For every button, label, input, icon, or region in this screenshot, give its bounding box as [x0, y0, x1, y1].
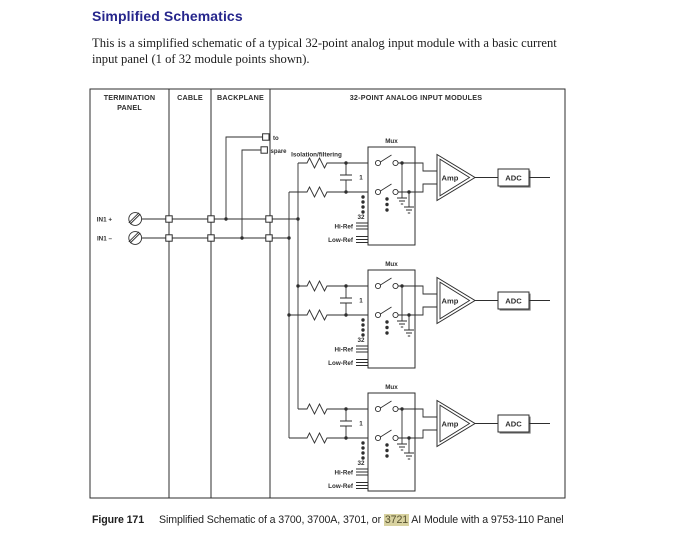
adc-label: ADC: [505, 296, 522, 306]
to-spare-wire-2: [242, 150, 261, 238]
mux-label: Mux: [385, 138, 398, 145]
header-termination-panel-2: PANEL: [117, 103, 142, 112]
figure-number: Figure 171: [92, 514, 144, 526]
header-backplane: BACKPLANE: [217, 93, 264, 102]
figure-caption: [92, 514, 564, 526]
intro-line-1: This is a simplified schematic of a typical 32-point analog input module with a basic current: [92, 36, 557, 50]
hi-ref-label: Hi-Ref: [334, 469, 353, 477]
module-block-2-labels: [328, 261, 522, 367]
module-block-1-labels: [328, 138, 522, 244]
caption-text-post: AI Module with a 9753-110 Panel: [409, 514, 564, 526]
hi-ref-label: Hi-Ref: [334, 346, 353, 354]
schematic-figure: [85, 80, 591, 506]
channel-1-label: 1: [359, 174, 363, 182]
figure-border: [90, 89, 565, 498]
module-block-1: [289, 147, 550, 245]
to-label: to: [273, 136, 279, 142]
connector-pins: [166, 216, 272, 241]
mux-label: Mux: [385, 384, 398, 391]
channel-32-label: 32: [357, 214, 365, 221]
channel-32-label: 32: [357, 460, 365, 467]
module-block-3: [289, 393, 550, 491]
channel-32-label: 32: [357, 337, 365, 344]
adc-label: ADC: [505, 173, 522, 183]
low-ref-label: Low-Ref: [328, 483, 353, 490]
header-termination-panel: TERMINATION: [103, 93, 156, 102]
spare-label: spare: [270, 149, 287, 155]
screw-terminal-icon: [129, 213, 142, 226]
in1-minus-label: IN1 –: [96, 235, 112, 243]
module-block-3-labels: [328, 384, 522, 490]
intro-line-2: input panel (1 of 32 module points shown).: [92, 51, 310, 66]
mux-label: Mux: [385, 261, 398, 268]
caption-text-pre: Simplified Schematic of a 3700, 3700A, 3701, or: [159, 514, 384, 526]
in1-plus-label: IN1 +: [96, 216, 112, 224]
amp-label: Amp: [441, 419, 459, 429]
channel-1-label: 1: [359, 420, 363, 428]
page-title: Simplified Schematics: [92, 8, 243, 24]
header-modules: 32-POINT ANALOG INPUT MODULES: [349, 93, 483, 102]
intro-paragraph: [92, 36, 648, 67]
low-ref-label: Low-Ref: [328, 360, 353, 367]
isolation-filtering-label: Isolation/filtering: [291, 151, 342, 159]
caption-search-highlight: 3721: [384, 514, 409, 526]
low-ref-label: Low-Ref: [328, 237, 353, 244]
amp-label: Amp: [441, 296, 459, 306]
module-block-2: [289, 270, 550, 368]
hi-ref-label: Hi-Ref: [334, 223, 353, 231]
header-cable: CABLE: [177, 93, 203, 102]
channel-1-label: 1: [359, 297, 363, 305]
amp-label: Amp: [441, 173, 459, 183]
connector-pin: [261, 147, 267, 153]
connector-pin: [263, 134, 269, 140]
to-spare-wire-1: [226, 137, 263, 219]
screw-terminal-icon: [129, 232, 142, 245]
adc-label: ADC: [505, 419, 522, 429]
